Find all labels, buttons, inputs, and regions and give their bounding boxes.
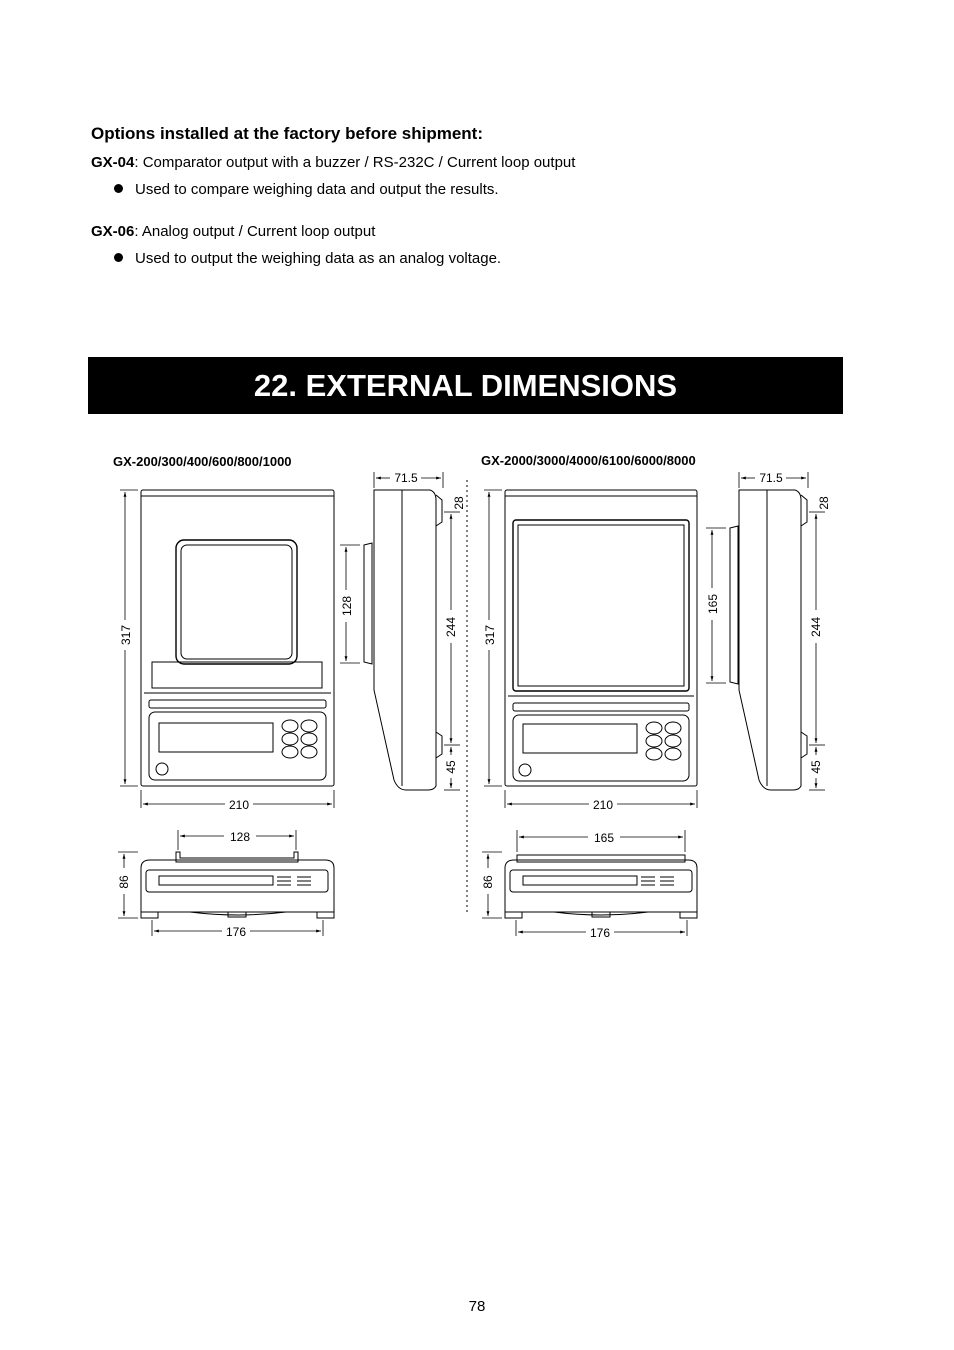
section-title-banner: 22. EXTERNAL DIMENSIONS [88,357,843,414]
gx04-bullet-text: Used to compare weighing data and output the results. [135,181,499,198]
gx06-line [91,223,375,240]
gx04-desc: : Comparator output with a buzzer / RS-232C / Current loop output [134,154,576,171]
dim-top-offset-right: 28 [817,496,831,510]
left-model-title: GX-200/300/400/600/800/1000 [113,454,292,469]
dim-pan-depth-right: 165 [706,593,720,615]
gx06-bullet-text: Used to output the weighing data as an analog voltage. [135,250,502,267]
dim-pan-depth-left: 128 [340,595,354,617]
dim-total-height-left: 317 [119,624,133,646]
dimensions-drawing [0,440,954,950]
left-top-view [141,490,334,786]
right-top-view [505,490,697,786]
dim-side-bottom-right: 45 [809,760,823,774]
dim-depth-right: 71.5 [759,471,783,485]
options-heading: Options installed at the factory before shipment: [91,124,483,143]
right-side-view [730,490,807,790]
right-front-view [505,855,697,918]
dim-width-left: 210 [228,798,250,812]
dim-foot-width-right: 176 [589,926,611,940]
gx06-bullet [114,250,501,267]
gx04-line [91,154,575,171]
dim-front-height-right: 86 [481,875,495,889]
left-front-view [141,852,334,918]
dim-pan-width-right: 165 [593,831,615,845]
dim-pan-width-left: 128 [229,830,251,844]
right-model-title: GX-2000/3000/4000/6100/6000/8000 [481,453,696,468]
dim-depth-left: 71.5 [394,471,418,485]
gx04-code: GX-04 [91,154,135,171]
left-side-view [364,490,442,790]
bullet-dot-icon [114,184,123,193]
dim-top-offset-left: 28 [452,496,466,510]
gx06-desc: : Analog output / Current loop output [134,223,376,240]
dim-front-height-left: 86 [117,875,131,889]
dim-foot-width-left: 176 [225,925,247,939]
dim-side-bottom-left: 45 [444,760,458,774]
dim-side-mid-right: 244 [809,616,823,638]
dim-width-right: 210 [592,798,614,812]
gx04-bullet [114,181,499,198]
dim-side-mid-left: 244 [444,616,458,638]
dim-total-height-right: 317 [483,624,497,646]
page-number: 78 [468,1298,486,1315]
gx06-code: GX-06 [91,223,135,240]
bullet-dot-icon [114,253,123,262]
